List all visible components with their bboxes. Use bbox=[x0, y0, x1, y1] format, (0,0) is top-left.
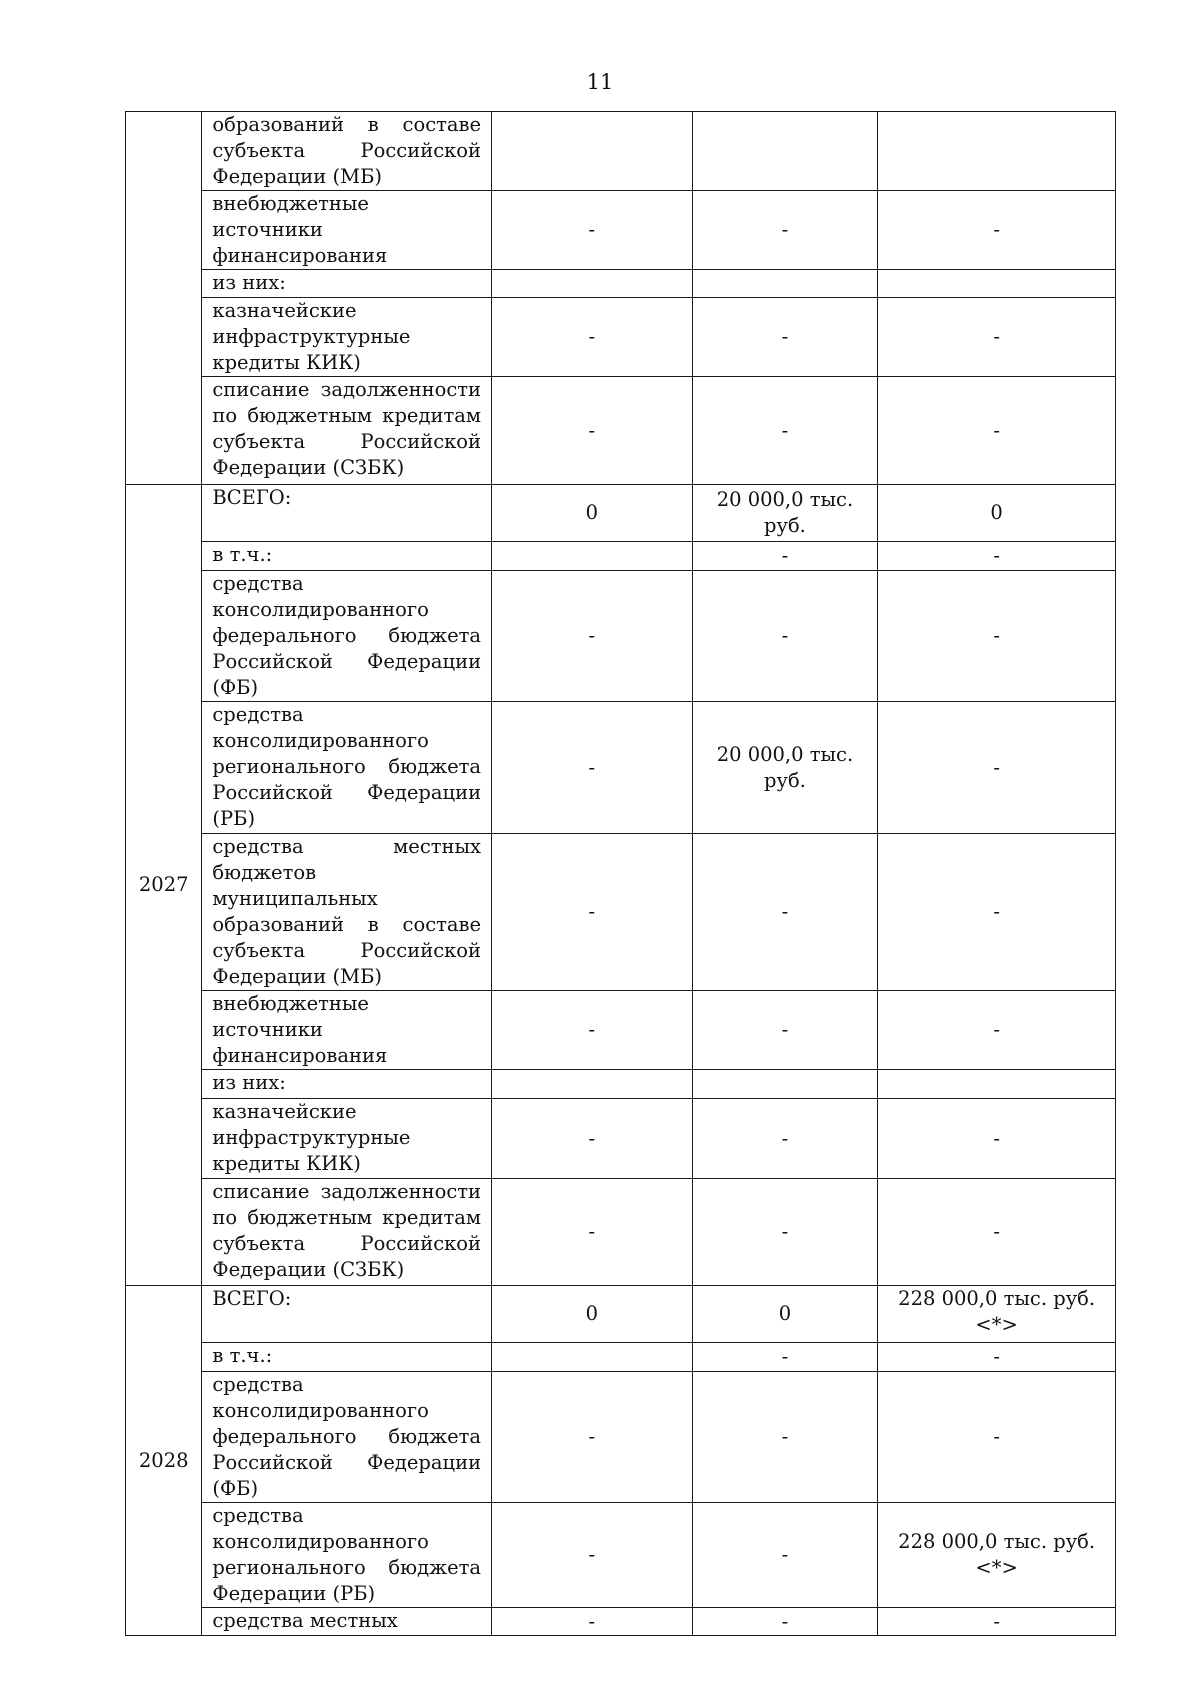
value-cell: 228 000,0 тыс. руб. <*> bbox=[898, 1287, 1096, 1336]
table-row bbox=[126, 270, 1116, 298]
row-label: из них: bbox=[202, 1070, 492, 1099]
table-row bbox=[126, 1372, 1116, 1503]
row-label: средства консолидированного регионального бюджета Российской Федерации (РБ) bbox=[202, 702, 492, 834]
table-row bbox=[126, 485, 1116, 542]
value-cell: - bbox=[993, 1425, 1000, 1448]
row-label: в т.ч.: bbox=[202, 1343, 492, 1372]
value-cell: - bbox=[781, 1345, 789, 1368]
value-cell: 20 000,0 тыс. руб. bbox=[716, 742, 854, 792]
value-cell: - bbox=[781, 1126, 789, 1150]
value-cell: - bbox=[588, 418, 596, 442]
value-cell: - bbox=[588, 1220, 596, 1243]
table-row bbox=[126, 1343, 1116, 1372]
value-cell: - bbox=[993, 1220, 1000, 1243]
value-cell: 228 000,0 тыс. руб. <*> bbox=[898, 1530, 1096, 1579]
table-row bbox=[126, 834, 1116, 991]
value-cell: - bbox=[993, 418, 1000, 442]
row-label: из них: bbox=[202, 270, 492, 298]
value-cell: - bbox=[588, 218, 596, 241]
table-row bbox=[126, 1070, 1116, 1099]
value-cell: - bbox=[781, 218, 789, 241]
value-cell: - bbox=[588, 1609, 596, 1633]
value-cell: - bbox=[993, 900, 1000, 923]
value-cell: - bbox=[993, 218, 1000, 241]
value-cell: - bbox=[781, 624, 789, 647]
table-row bbox=[126, 1608, 1116, 1636]
value-cell: - bbox=[588, 1543, 596, 1566]
value-cell: 0 bbox=[585, 1302, 599, 1325]
value-cell: 0 bbox=[585, 501, 599, 524]
row-label: средства консолидированного федерального бюджета Российской Федерации (ФБ) bbox=[202, 571, 492, 702]
table-row bbox=[126, 191, 1116, 270]
table-row bbox=[126, 571, 1116, 702]
row-label: средства консолидированного федерального бюджета Российской Федерации (ФБ) bbox=[202, 1372, 492, 1503]
table-row bbox=[126, 298, 1116, 377]
row-label: образований в составе субъекта Российской Федерации (МБ) bbox=[202, 112, 492, 191]
table-row bbox=[126, 1286, 1116, 1343]
value-cell: - bbox=[588, 900, 596, 923]
year-cell: 2028 bbox=[126, 1286, 202, 1636]
table-row bbox=[126, 112, 1116, 191]
row-label: ВСЕГО: bbox=[202, 1286, 492, 1343]
row-label: внебюджетные источники финансирования bbox=[202, 991, 492, 1070]
value-cell: - bbox=[993, 1345, 1000, 1368]
value-cell: - bbox=[993, 544, 1000, 567]
value-cell: - bbox=[781, 900, 789, 923]
table-row bbox=[126, 702, 1116, 834]
value-cell: 0 bbox=[990, 501, 1003, 524]
value-cell: - bbox=[588, 1425, 596, 1448]
value-cell: - bbox=[993, 1609, 1000, 1633]
value-cell: - bbox=[588, 1126, 596, 1150]
value-cell: - bbox=[588, 1018, 596, 1041]
table-row bbox=[126, 991, 1116, 1070]
value-cell: - bbox=[993, 755, 1000, 779]
value-cell: - bbox=[588, 755, 596, 779]
value-cell: - bbox=[781, 1018, 789, 1041]
row-label: казначейские инфраструктурные кредиты КИК) bbox=[202, 298, 492, 377]
value-cell: - bbox=[588, 624, 596, 647]
row-label: внебюджетные источники финансирования bbox=[202, 191, 492, 270]
value-cell: - bbox=[781, 418, 789, 442]
table-row bbox=[126, 377, 1116, 485]
value-cell: - bbox=[781, 1609, 789, 1633]
value-cell: - bbox=[993, 1126, 1000, 1150]
value-cell: - bbox=[781, 325, 789, 348]
row-label: ВСЕГО: bbox=[202, 485, 492, 542]
value-cell: - bbox=[781, 1543, 789, 1566]
table-row bbox=[126, 542, 1116, 571]
value-cell: - bbox=[993, 624, 1000, 647]
page-number: 11 bbox=[586, 70, 614, 94]
value-cell: - bbox=[781, 544, 789, 567]
row-label: средства консолидированного регионального бюджета Федерации (РБ) bbox=[202, 1503, 492, 1608]
financing-table bbox=[125, 111, 1116, 1636]
row-label: средства местных bbox=[202, 1608, 492, 1636]
table-row bbox=[126, 1503, 1116, 1608]
row-label: списание задолженности по бюджетным кредитам субъекта Российской Федерации (СЗБК) bbox=[202, 1179, 492, 1286]
value-cell: - bbox=[781, 1425, 789, 1448]
value-cell: - bbox=[993, 325, 1000, 348]
value-cell: - bbox=[993, 1018, 1000, 1041]
row-label: в т.ч.: bbox=[202, 542, 492, 571]
value-cell: 20 000,0 тыс. руб. bbox=[716, 488, 854, 537]
row-label: списание задолженности по бюджетным кредитам субъекта Российской Федерации (СЗБК) bbox=[202, 377, 492, 485]
value-cell: 0 bbox=[778, 1302, 792, 1325]
year-cell: 2027 bbox=[126, 485, 202, 1286]
value-cell: - bbox=[588, 325, 596, 348]
table-row bbox=[126, 1099, 1116, 1179]
value-cell: - bbox=[781, 1220, 789, 1243]
row-label: казначейские инфраструктурные кредиты КИК) bbox=[202, 1099, 492, 1179]
year-cell bbox=[126, 112, 202, 485]
row-label: средства местных бюджетов муниципальных образований в составе субъекта Российской Федерации (МБ) bbox=[202, 834, 492, 991]
table-row bbox=[126, 1179, 1116, 1286]
